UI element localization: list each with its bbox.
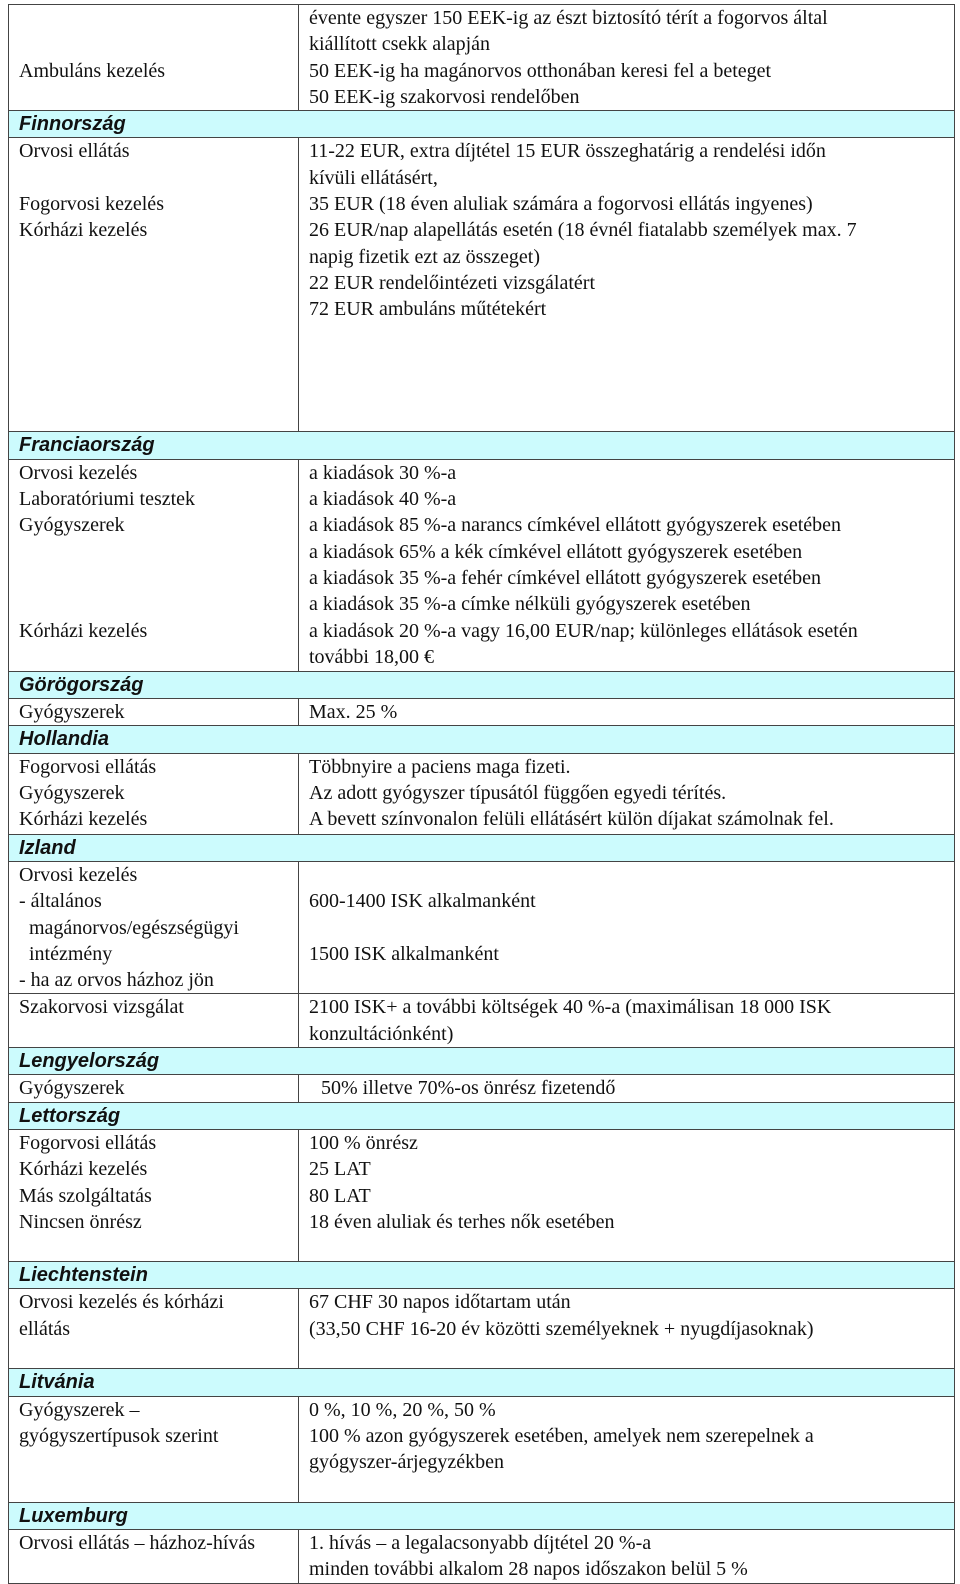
label-cell: Gyógyszerek xyxy=(9,1075,299,1102)
label-cell: Orvosi kezelés és kórházi ellátás xyxy=(9,1289,299,1369)
table-row xyxy=(9,1529,955,1583)
value-cell: 100 % önrész 25 LAT 80 LAT 18 éven aluliak és terhes nők esetében xyxy=(299,1129,955,1261)
label-cell: Orvosi kezelés - általános magánorvos/egészségügyi intézmény - ha az orvos házhoz jön xyxy=(9,861,299,993)
country-title: Hollandia xyxy=(9,726,955,753)
value-cell: 50% illetve 70%-os önrész fizetendő xyxy=(299,1075,955,1102)
country-title: Litvánia xyxy=(9,1369,955,1396)
label-cell: Orvosi ellátás Fogorvosi kezelés Kórházi kezelés xyxy=(9,138,299,432)
value-cell: a kiadások 30 %-a a kiadások 40 %-a a kiadások 85 %-a narancs címkével ellátott gyógyszerek esetében a kiadások 65% a kék címkével ellátott gyógyszerek esetében a kiadások 35 %-a fehér címkével ellátott gyógyszerek esetében a kiadások 35 %-a címke nélküli gyógyszerek esetében a kiadások 20 %-a vagy 16,00 EUR/nap; különleges ellátások esetén további 18,00 € xyxy=(299,459,955,671)
table-row xyxy=(9,138,955,432)
country-title: Lettország xyxy=(9,1102,955,1129)
value-cell: 1. hívás – a legalacsonyabb díjtétel 20 %-a minden további alkalom 28 napos időszakon belül 5 % xyxy=(299,1529,955,1583)
value-cell: 2100 ISK+ a további költségek 40 %-a (maximálisan 18 000 ISK konzultációnként) xyxy=(299,994,955,1048)
country-title: Lengyelország xyxy=(9,1048,955,1075)
country-title: Görögország xyxy=(9,671,955,698)
country-header-lettorszag xyxy=(9,1102,955,1129)
value-cell: 67 CHF 30 napos időtartam után (33,50 CHF 16-20 év közötti személyeknek + nyugdíjasoknak) xyxy=(299,1289,955,1369)
label-cell: Szakorvosi vizsgálat xyxy=(9,994,299,1048)
table-row xyxy=(9,994,955,1048)
value-cell: évente egyszer 150 EEK-ig az észt biztosító térít a fogorvos által kiállított csekk alapján 50 EEK-ig ha magánorvos otthonában keresi fel a beteget 50 EEK-ig szakorvosi rendelőben xyxy=(299,5,955,111)
table-row xyxy=(9,5,955,111)
label-cell: Gyógyszerek – gyógyszertípusok szerint xyxy=(9,1396,299,1502)
table-row xyxy=(9,753,955,834)
value-cell: 11-22 EUR, extra díjtétel 15 EUR összeghatárig a rendelési időn kívüli ellátásért, 35 EUR (18 éven aluliak számára a fogorvosi ellátás ingyenes) 26 EUR/nap alapellátás esetén (18 évnél fiatalabb személyek max. 7 napig fizetik ezt az összeget) 22 EUR rendelőintézeti vizsgálatért 72 EUR ambuláns műtétekért xyxy=(299,138,955,432)
country-header-izland xyxy=(9,834,955,861)
country-header-hollandia xyxy=(9,726,955,753)
country-header-liechtenstein xyxy=(9,1261,955,1288)
table-row xyxy=(9,861,955,993)
country-title: Finnország xyxy=(9,111,955,138)
table-row xyxy=(9,1396,955,1502)
table-row xyxy=(9,1129,955,1261)
table-row xyxy=(9,459,955,671)
country-header-luxemburg xyxy=(9,1502,955,1529)
country-header-litvania xyxy=(9,1369,955,1396)
value-cell: Többnyire a paciens maga fizeti. Az adott gyógyszer típusától függően egyedi térítés. A bevett színvonalon felüli ellátásért külön díjakat számolnak fel. xyxy=(299,753,955,834)
country-header-lengyelorszag xyxy=(9,1048,955,1075)
country-header-finnorszag xyxy=(9,111,955,138)
copayment-table xyxy=(8,4,955,1584)
country-title: Izland xyxy=(9,834,955,861)
label-cell: Fogorvosi ellátás Kórházi kezelés Más szolgáltatás Nincsen önrész xyxy=(9,1129,299,1261)
country-header-franciaorszag xyxy=(9,432,955,459)
country-header-gorogorszag xyxy=(9,671,955,698)
table-row xyxy=(9,1075,955,1102)
country-title: Luxemburg xyxy=(9,1502,955,1529)
country-title: Franciaország xyxy=(9,432,955,459)
value-cell: Max. 25 % xyxy=(299,699,955,726)
value-cell: 0 %, 10 %, 20 %, 50 % 100 % azon gyógyszerek esetében, amelyek nem szerepelnek a gyógyszer-árjegyzékben xyxy=(299,1396,955,1502)
label-cell: Ambuláns kezelés xyxy=(9,5,299,111)
value-cell: 600-1400 ISK alkalmanként 1500 ISK alkalmanként xyxy=(299,861,955,993)
table-row xyxy=(9,699,955,726)
label-cell: Orvosi ellátás – házhoz-hívás xyxy=(9,1529,299,1583)
country-title: Liechtenstein xyxy=(9,1261,955,1288)
table-row xyxy=(9,1289,955,1369)
label-cell: Fogorvosi ellátás Gyógyszerek Kórházi kezelés xyxy=(9,753,299,834)
label-cell: Gyógyszerek xyxy=(9,699,299,726)
label-cell: Orvosi kezelés Laboratóriumi tesztek Gyógyszerek Kórházi kezelés xyxy=(9,459,299,671)
